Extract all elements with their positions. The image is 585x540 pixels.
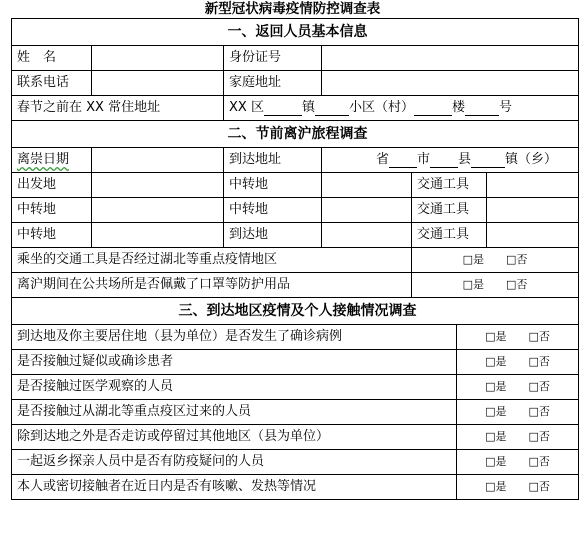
yes-checkbox[interactable]: □是 [462,253,484,266]
arrive-address-field[interactable] [322,148,579,173]
yes-checkbox[interactable]: □是 [485,430,507,443]
section3-heading: 三、到达地区疫情及个人接触情况调查 [12,298,579,325]
no-checkbox[interactable]: □否 [528,430,550,443]
transfer-label-a: 中转地 [12,198,92,223]
transport-label-3: 交通工具 [412,223,487,248]
answer-cell [457,425,579,450]
no-checkbox[interactable]: □否 [528,405,550,418]
yes-checkbox[interactable]: □是 [485,330,507,343]
addr-district: XX 区 [229,100,264,115]
phone-field[interactable] [92,71,224,96]
transport-label-2: 交通工具 [412,198,487,223]
transfer-field-1[interactable] [322,173,412,198]
no-checkbox[interactable]: □否 [528,480,550,493]
section2-heading: 二、节前离沪旅程调查 [12,121,579,148]
arrive-label: 到达地址 [224,148,322,173]
addr-county: 县 [458,152,472,167]
residence-address-field[interactable] [224,96,579,121]
transfer-field-b[interactable] [92,223,224,248]
destination-label: 到达地 [224,223,322,248]
addr-city: 市 [417,152,431,167]
no-checkbox[interactable]: □否 [528,380,550,393]
id-label: 身份证号 [224,46,322,71]
home-label: 家庭地址 [224,71,322,96]
phone-label: 联系电话 [12,71,92,96]
answer-cell [457,325,579,350]
residence-label: 春节之前在 XX 常住地址 [12,96,224,121]
destination-field[interactable] [322,223,412,248]
addr-building: 楼 [451,100,465,115]
yes-checkbox[interactable]: □是 [485,355,507,368]
yes-checkbox[interactable]: □是 [485,455,507,468]
name-field[interactable] [92,46,224,71]
depart-date-field[interactable] [92,148,224,173]
question-mask: 离沪期间在公共场所是否佩戴了口罩等防护用品 [12,273,412,298]
question-row: 是否接触过从湖北等重点疫区过来的人员 [12,400,457,425]
origin-label: 出发地 [12,173,92,198]
question-row: 除到达地之外是否走访或停留过其他地区（县为单位） [12,425,457,450]
transport-field-2[interactable] [487,198,579,223]
transport-label-1: 交通工具 [412,173,487,198]
depart-date-label: 离崇日期 [12,148,92,173]
question-row: 是否接触过医学观察的人员 [12,375,457,400]
answer-mask [412,273,579,298]
yes-checkbox[interactable]: □是 [485,480,507,493]
question-transport-hubei: 乘坐的交通工具是否经过湖北等重点疫情地区 [12,248,412,273]
addr-town: 镇 [301,100,315,115]
name-label: 姓 名 [12,46,92,71]
answer-cell [457,475,579,500]
addr-province: 省 [376,152,390,167]
id-field[interactable] [322,46,579,71]
question-row: 一起返乡探亲人员中是否有防疫疑问的人员 [12,450,457,475]
addr-town-village: 镇（乡） [505,152,558,167]
answer-cell [457,375,579,400]
no-checkbox[interactable]: □否 [506,278,528,291]
question-row: 到达地及你主要居住地（县为单位）是否发生了确诊病例 [12,325,457,350]
transfer-field-2[interactable] [322,198,412,223]
answer-cell [457,350,579,375]
yes-checkbox[interactable]: □是 [462,278,484,291]
no-checkbox[interactable]: □否 [528,355,550,368]
page-title: 新型冠状病毒疫情防控调查表 [204,1,381,17]
answer-cell [457,400,579,425]
question-row: 本人或密切接触者在近日内是否有咳嗽、发热等情况 [12,475,457,500]
question-row: 是否接触过疑似或确诊患者 [12,350,457,375]
home-field[interactable] [322,71,579,96]
addr-number: 号 [499,100,513,115]
yes-checkbox[interactable]: □是 [485,380,507,393]
no-checkbox[interactable]: □否 [528,330,550,343]
addr-community: 小区（村） [348,100,414,115]
transfer-label-1: 中转地 [224,173,322,198]
answer-transport-hubei [412,248,579,273]
survey-table [11,18,579,500]
answer-cell [457,450,579,475]
transport-field-3[interactable] [487,223,579,248]
transfer-field-a[interactable] [92,198,224,223]
origin-field[interactable] [92,173,224,198]
yes-checkbox[interactable]: □是 [485,405,507,418]
no-checkbox[interactable]: □否 [528,455,550,468]
transport-field-1[interactable] [487,173,579,198]
transfer-label-b: 中转地 [12,223,92,248]
section1-heading: 一、返回人员基本信息 [12,19,579,46]
no-checkbox[interactable]: □否 [506,253,528,266]
transfer-label-2: 中转地 [224,198,322,223]
